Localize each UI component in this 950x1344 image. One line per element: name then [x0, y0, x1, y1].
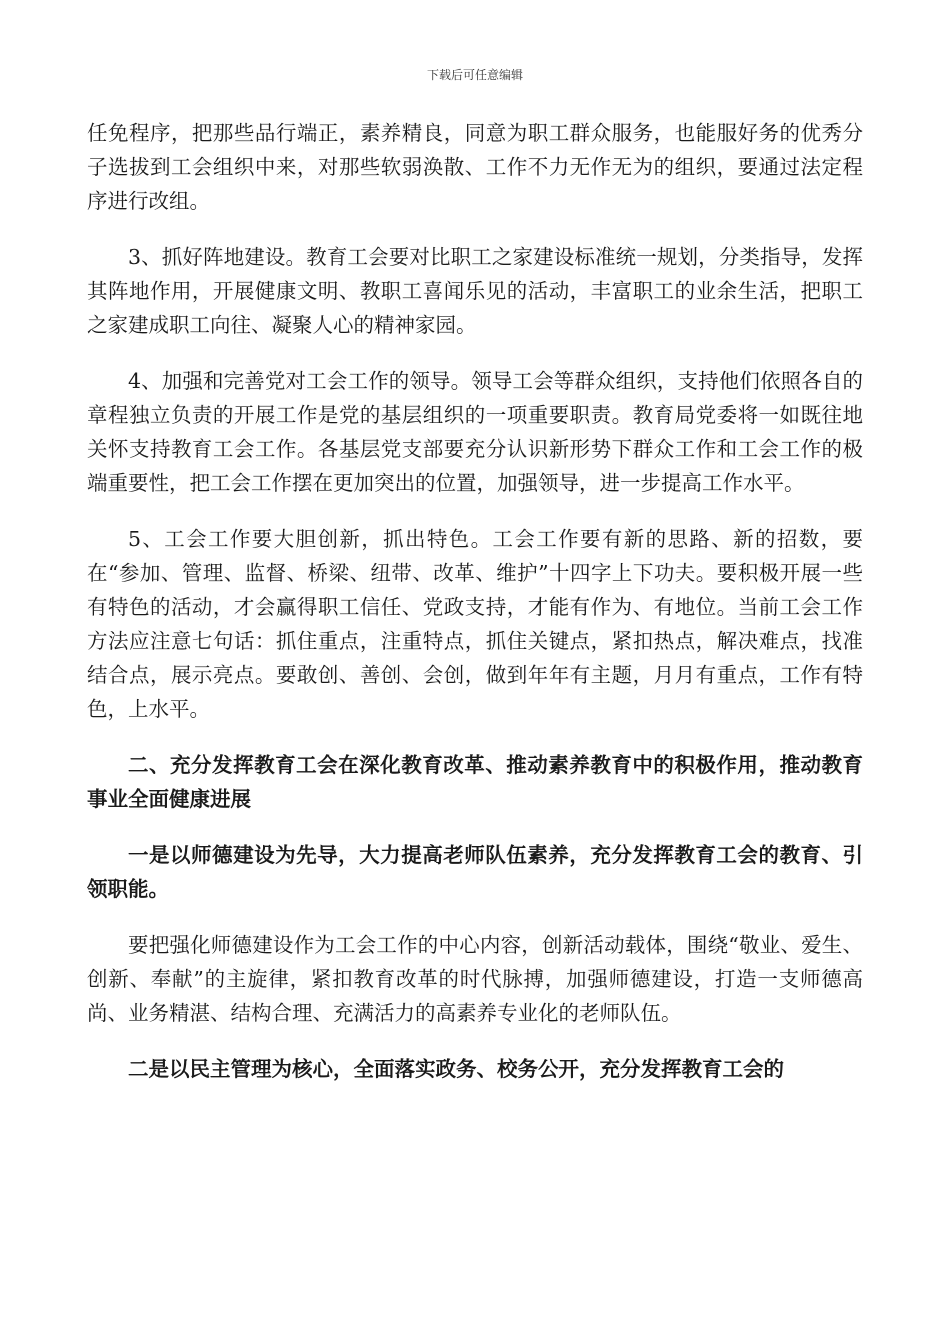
paragraph-item-5: 5、工会工作要大胆创新，抓出特色。工会工作要有新的思路、新的招数，要在“参加、管理、监督、桥梁、纽带、改革、维护”十四字上下功夫。要积极开展一些有特色的活动，才会赢得职工信任、党政支持，才能有作为、有地位。当前工会工作方法应注意七句话：抓住重点，注重特点，抓住关键点，紧扣热点，解决难点，找准结合点，展示亮点。要敢创、善创、会创，做到年年有主题，月月有重点，工作有特色，上水平。: [87, 527, 863, 721]
page-header: 下载后可任意编辑: [426, 68, 523, 82]
subheading-2: 二是以民主管理为核心，全面落实政务、校务公开，充分发挥教育工会的: [128, 1057, 784, 1081]
subheading-1: 一是以师德建设为先导，大力提高老师队伍素养，充分发挥教育工会的教育、引领职能。: [87, 843, 863, 901]
document-body: [87, 116, 863, 1108]
paragraph-item-4: 4、加强和完善党对工会工作的领导。领导工会等群众组织，支持他们依照各自的章程独立负责的开展工作是党的基层组织的一项重要职责。教育局党委将一如既往地关怀支持教育工会工作。各基层党支部要充分认识新形势下群众工作和工会工作的极端重要性，把工会工作摆在更加突出的位置，加强领导，进一步提高工作水平。: [87, 369, 863, 495]
section-heading-2: 二、充分发挥教育工会在深化教育改革、推动素养教育中的积极作用，推动教育事业全面健康进展: [87, 753, 863, 811]
paragraph-appointment: 任免程序，把那些品行端正，素养精良，同意为职工群众服务，也能服好务的优秀分子选拔到工会组织中来，对那些软弱涣散、工作不力无作无为的组织，要通过法定程序进行改组。: [87, 121, 863, 213]
paragraph-item-3: 3、抓好阵地建设。教育工会要对比职工之家建设标准统一规划，分类指导，发挥其阵地作用，开展健康文明、教职工喜闻乐见的活动，丰富职工的业余生活，把职工之家建成职工向往、凝聚人心的精神家园。: [87, 245, 863, 337]
paragraph-teacher-ethics: 要把强化师德建设作为工会工作的中心内容，创新活动载体，围绕“敬业、爱生、创新、奉献”的主旋律，紧扣教育改革的时代脉搏，加强师德建设，打造一支师德高尚、业务精湛、结构合理、充满活力的高素养专业化的老师队伍。: [87, 933, 863, 1025]
